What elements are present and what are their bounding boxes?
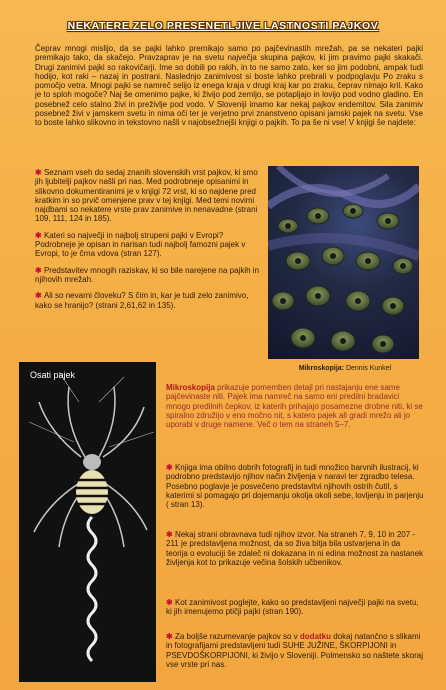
microscopy-text: Mikroskopija prikazuje pomemben detajl pri nastajanju ene same pajčevinaste niti. Pajek ima namreč na samo eni predilni bradavici mnogo predilnih čepkov, iz katerih prihajajo posamezne drobne niti, ki se spiralno združijo v eno močno nit, s katero pajek ali gradi mrežo ali jo uporabi v druge namene. Več o tem na straneh 5–7. xyxy=(166,383,423,430)
list-item: ✱ Kateri so največji in najbolj strupeni pajki v Evropi? Podrobneje je opisan in narisan tudi najbolj famozni pajek v Evropi, to je črna vdova (stran 127). xyxy=(35,230,246,259)
bullet-star-icon: ✱ xyxy=(35,168,44,177)
left-column xyxy=(35,168,261,317)
list-item: ✱ Seznam vseh do sedaj znanih slovenskih vrst pajkov, ki smo jih ljubitelji pajkov našli pri nas. Med podrobneje opisanimi in slikovno dokumentiranimi je v knjigi 72 vrst, ki so najdene pred kratkim in so prvič omenjene prav v tej knjigi. Med temi novimi najdbami so nekatere vrste prav zanimive in nenavadne (strani 109, 111, 124 in 185). xyxy=(35,168,258,224)
right-list-item-1: ✱ Knjiga ima obilno dobrih fotografij in tudi množico barvnih ilustracij, ki podrobno predstavijo njihov način življenja v naravi ter zgradbo telesa. Posebno poglavje je posvečeno predstavitvi njihovih ostrih čutil, s katerimi si pomagajo pri dojemanju okolja okoli sebe, lovljenju in parjenju ( stran 13). xyxy=(166,463,424,510)
photo-caption: Mikroskopija: Dennis Kunkel xyxy=(298,365,392,372)
microscopy-photo xyxy=(268,166,419,359)
spider-photo-label: Osati pajek xyxy=(30,370,76,380)
bullet-star-icon: ✱ xyxy=(166,463,175,472)
bullet-star-icon: ✱ xyxy=(166,598,175,607)
right-list-item-2: ✱ Nekaj strani obravnava tudi njihov izvor. Na straneh 7, 9, 10 in 207 - 211 je predstavljena možnost, da so živa bitja bila ustvarjena in da teorija o evoluciji še zdaleč ni dokazana in ni edina možnost za nastanek življenja kot to prikazuje večina šolskih učbenikov. xyxy=(166,530,424,567)
list-item: ✱ Predstavitev mnogih raziskav, ki so bile narejene na pajkih in njihovih mrežah. xyxy=(35,265,260,284)
intro-paragraph xyxy=(35,44,423,128)
spinneret-image xyxy=(268,166,419,359)
spider-photo xyxy=(19,362,156,682)
bullet-star-icon: ✱ xyxy=(166,632,175,641)
page-title: NEKATERE ZELO PRESENETLJIVE LASTNOSTI PAJKOV xyxy=(67,20,379,32)
right-list-item-3: ✱ Kot zanimivost poglejte, kako so predstavljeni največji pajki na svetu, ki jih imenujemo ptičji pajki (stran 190). xyxy=(166,598,419,617)
list-item: ✱ Ali so nevarni človeku? S čim in, kar je tudi zelo zanimivo, kako se hranijo? (strani 2,61,62 in 135). xyxy=(35,291,249,310)
intro-text: Čeprav mnogi mislijo, da se pajki lahko premikajo samo po pajčevinastih mrežah, pa se nekateri pajki premikajo tako, da skačejo. Pravzaprav je na svetu največja skupina pajkov, ki jim pravimo pajki skakači. Drugi zanimivi pajki so rakovičarji. Ime so dobili po rakih, in to ne samo zato, ker so jim podobni, ampak tudi hodijo, kot raki – nazaj in postrani. Naslednjo zanimivost si boste lahko prebrali v podpoglavju Po zraku s pomočjo vetra. Mnogi pajki se namreč selijo iz enega kraja v drugi kraj kar po zraku, čeprav nimajo kril. Kako je to sploh mogoče? Naj še omenimo pajke, ki živijo pod zemljo, se potapljajo in lovijo pod vodno gladino. En posebnež celo stalno živi in preživlje pod vodo. V Sloveniji imamo kar nekaj pajkov endemitov. Sila zanimiv posebnež živi v jamskem svetu in nima oči ter je verjetno prvi znanstveno opisani jamski pajek na svetu. Vse to boste lahko slikovno in tekstovno našli v najobsežnejši knjigi o pajkih. To pa še ni vse! V knjigi še najdete: xyxy=(35,44,423,128)
bullet-star-icon: ✱ xyxy=(35,230,44,240)
bullet-star-icon: ✱ xyxy=(35,265,44,275)
right-list-item-4: ✱ Za boljše razumevanje pajkov so v dodatku dokaj natančno s slikami in fotografijami predstavljeni tudi SUHE JUŽINE, ŠKORPIJONI in PSEVDOŠKORPIJONI, ki živijo v Sloveniji. Polmensko so naštete skoraj vse vrste pri nas. xyxy=(166,632,423,669)
wasp-spider-image xyxy=(19,362,156,682)
bullet-star-icon: ✱ xyxy=(166,530,175,539)
bullet-star-icon: ✱ xyxy=(35,291,44,301)
